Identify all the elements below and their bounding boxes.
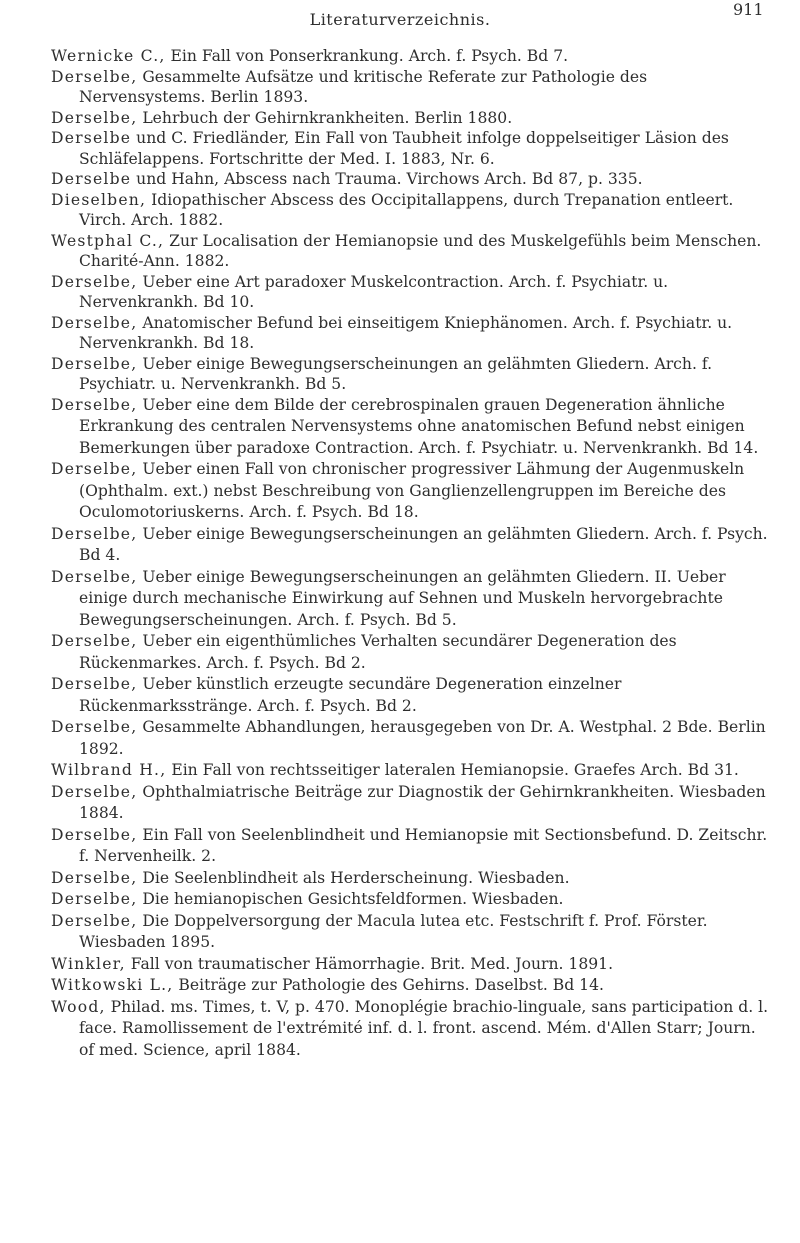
entry-author: Derselbe, (51, 108, 138, 127)
bibliography-entry (51, 190, 773, 231)
running-head: Literaturverzeichnis. (309, 10, 491, 29)
entry-author: Witkowski L., (51, 976, 174, 994)
bibliography-entry (51, 354, 773, 395)
entry-text: Ueber künstlich erzeugte secundäre Degeneration einzelner Rückenmarksstränge. Arch. f. Psych. Bd 2. (79, 675, 622, 715)
bibliography-entry (51, 954, 773, 976)
entry-author: Derselbe, (51, 67, 138, 86)
entry-author: Dieselben, (51, 190, 147, 209)
entry-author: Wilbrand H., (51, 761, 167, 779)
entry-text: Ueber ein eigenthümliches Verhalten secundärer Degeneration des Rückenmarkes. Arch. f. Psych. Bd 2. (79, 632, 677, 672)
entry-text: Lehrbuch der Gehirnkrankheiten. Berlin 1880. (137, 108, 513, 127)
bibliography-entry (51, 524, 773, 567)
bibliography-entry (51, 128, 773, 169)
entry-text: Ueber eine Art paradoxer Muskelcontraction. Arch. f. Psychiatr. u. Nervenkrankh. Bd 10. (79, 272, 669, 311)
bibliography-entry (51, 868, 773, 890)
entry-author: Derselbe, (51, 868, 138, 887)
entry-text: Gesammelte Aufsätze und kritische Referate zur Pathologie des Nervensystems. Berlin 1893. (79, 67, 648, 106)
entry-author: Derselbe, (51, 911, 138, 930)
entry-text: Gesammelte Abhandlungen, herausgegeben von Dr. A. Westphal. 2 Bde. Berlin 1892. (79, 718, 766, 758)
entry-text: Philad. ms. Times, t. V, p. 470. Monoplégie brachio-linguale, sans participation d. l. face. Ramollissement de l'extrémité inf. d. l. front. ascend. Mém. d'Allen Starr; Journ. of med. Science, april 1884. (79, 997, 769, 1059)
page-number: 911 (733, 0, 764, 19)
entry-author: Derselbe, (51, 354, 138, 373)
entry-text: Fall von traumatischer Hämorrhagie. Brit. Med. Journ. 1891. (125, 954, 614, 973)
entry-author: Derselbe, (51, 632, 138, 650)
entry-text: Ueber einige Bewegungserscheinungen an gelähmten Gliedern. Arch. f. Psychiatr. u. Nervenkrankh. Bd 5. (79, 354, 713, 393)
entry-author: Derselbe, (51, 313, 138, 332)
entry-author: Derselbe (51, 129, 132, 147)
bibliography-entry (51, 674, 773, 717)
entry-text: und C. Friedländer, Ein Fall von Taubheit infolge doppelseitiger Läsion des Schläfelappens. Fortschritte der Med. I. 1883, Nr. 6. (79, 129, 729, 168)
entry-text: Zur Localisation der Hemianopsie und des Muskelgefühls beim Menschen. Charité-Ann. 1882. (79, 231, 762, 270)
bibliography-entry (51, 760, 773, 782)
entry-author: Derselbe, (51, 825, 138, 844)
entry-text: Idiopathischer Abscess des Occipitallappens, durch Trepanation entleert. Virch. Arch. 1882. (79, 190, 734, 229)
bibliography-entry (51, 67, 773, 108)
entry-author: Wernicke C., (51, 47, 166, 65)
bibliography-entry (51, 782, 773, 825)
bibliography-list (51, 46, 773, 1061)
entry-author: Wood, (51, 997, 106, 1016)
entry-text: Ein Fall von rechtsseitiger lateralen Hemianopsie. Graefes Arch. Bd 31. (166, 761, 739, 779)
bibliography-entry (51, 911, 773, 954)
entry-text: Ein Fall von Ponserkrankung. Arch. f. Psych. Bd 7. (165, 47, 569, 65)
entry-text: Ueber eine dem Bilde der cerebrospinalen grauen Degeneration ähnliche Erkrankung des centralen Nervensystems ohne anatomischen Befund nebst einigen Bemerkungen über paradoxe Contraction. Arch. f. Psychiatr. u. Nervenkrankh. Bd 14. (79, 395, 759, 457)
entry-text: und Hahn, Abscess nach Trauma. Virchows Arch. Bd 87, p. 335. (131, 170, 643, 188)
entry-author: Derselbe, (51, 460, 138, 478)
entry-text: Die Doppelversorgung der Macula lutea etc. Festschrift f. Prof. Förster. Wiesbaden 1895. (79, 911, 708, 951)
entry-text: Ueber einen Fall von chronischer progressiver Lähmung der Augenmuskeln (Ophthalm. ext.) nebst Beschreibung von Ganglienzellengruppen im Bereiche des Oculomotoriuskerns. Arch. f. Psych. Bd 18. (79, 460, 745, 521)
entry-text: Ophthalmiatrische Beiträge zur Diagnostik der Gehirnkrankheiten. Wiesbaden 1884. (79, 782, 766, 822)
entry-text: Die hemianopischen Gesichtsfeldformen. Wiesbaden. (137, 890, 564, 908)
bibliography-entry (51, 459, 773, 524)
bibliography-entry (51, 825, 773, 868)
bibliography-entry (51, 997, 773, 1062)
entry-text: Ueber einige Bewegungserscheinungen an gelähmten Gliedern. II. Ueber einige durch mechanische Einwirkung auf Sehnen und Muskeln hervorgebrachte Bewegungserscheinungen. Arch. f. Psych. Bd 5. (79, 567, 726, 629)
entry-author: Derselbe, (51, 718, 138, 736)
entry-author: Derselbe, (51, 675, 138, 693)
bibliography-entry (51, 395, 773, 460)
bibliography-entry (51, 567, 773, 632)
bibliography-entry (51, 272, 773, 313)
entry-text: Die Seelenblindheit als Herderscheinung. Wiesbaden. (137, 868, 570, 887)
entry-author: Derselbe, (51, 524, 138, 543)
bibliography-entry (51, 631, 773, 674)
bibliography-entry (51, 313, 773, 354)
entry-text: Beiträge zur Pathologie des Gehirns. Daselbst. Bd 14. (173, 976, 604, 994)
bibliography-entry (51, 169, 773, 190)
bibliography-entry (51, 46, 773, 67)
bibliography-entry (51, 108, 773, 129)
entry-author: Derselbe, (51, 782, 138, 801)
bibliography-entry (51, 231, 773, 272)
entry-text: Ein Fall von Seelenblindheit und Hemianopsie mit Sectionsbefund. D. Zeitschr. f. Nervenheilk. 2. (79, 825, 768, 865)
bibliography-entry (51, 889, 773, 911)
entry-author: Derselbe, (51, 890, 138, 908)
entry-author: Derselbe, (51, 567, 138, 586)
entry-text: Ueber einige Bewegungserscheinungen an gelähmten Gliedern. Arch. f. Psych. Bd 4. (79, 524, 768, 564)
bibliography-entry (51, 717, 773, 760)
entry-author: Derselbe, (51, 272, 138, 291)
entry-author: Derselbe, (51, 395, 138, 414)
entry-author: Westphal C., (51, 231, 165, 250)
entry-text: Anatomischer Befund bei einseitigem Kniephänomen. Arch. f. Psychiatr. u. Nervenkrankh. Bd 18. (79, 313, 733, 352)
entry-author: Derselbe (51, 170, 132, 188)
entry-author: Winkler, (51, 954, 126, 973)
bibliography-entry (51, 975, 773, 997)
